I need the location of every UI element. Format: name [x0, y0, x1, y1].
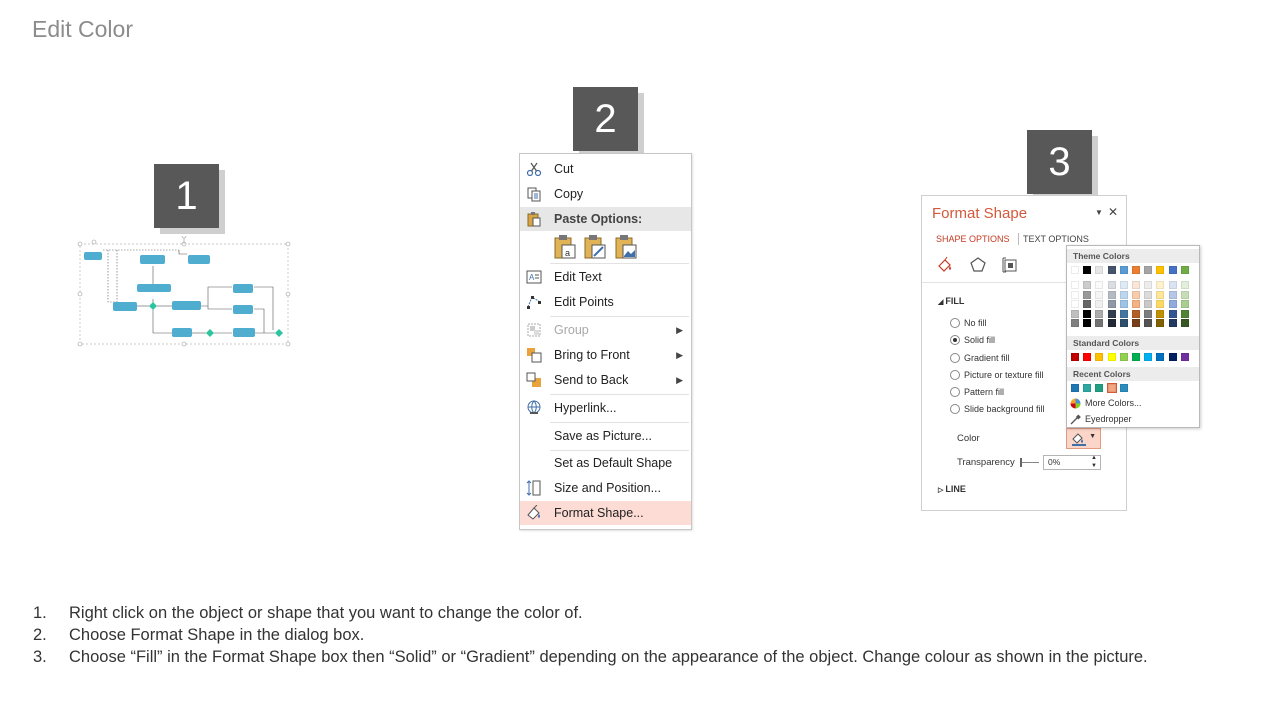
theme-color-shade-swatch[interactable]: [1132, 319, 1140, 327]
menu-label-hyperlink: Hyperlink...: [554, 401, 617, 415]
menu-label-size-and-position: Size and Position...: [554, 481, 662, 495]
theme-color-shade-swatch[interactable]: [1132, 281, 1140, 289]
submenu-arrow-icon: ▶: [676, 325, 683, 335]
line-section-header[interactable]: [938, 484, 966, 494]
menu-item-format-shape[interactable]: [520, 501, 691, 525]
theme-color-swatch[interactable]: [1144, 266, 1152, 274]
size-properties-icon[interactable]: [1001, 256, 1019, 274]
instruction-item: [33, 646, 1248, 668]
paint-bucket-icon: [1071, 432, 1087, 446]
instructions-list: [33, 602, 1248, 668]
transparency-value: 0%: [1048, 457, 1061, 467]
theme-color-swatch[interactable]: [1120, 266, 1128, 274]
edit-points-icon: [526, 294, 542, 310]
svg-text:a: a: [565, 248, 571, 258]
theme-color-shade-swatch[interactable]: [1169, 281, 1177, 289]
theme-color-shade-swatch[interactable]: [1071, 281, 1079, 289]
selected-flowchart-object[interactable]: [75, 236, 295, 348]
menu-label-copy: Copy: [554, 187, 584, 201]
line-section-label: LINE: [945, 484, 966, 494]
context-menu: [519, 153, 692, 530]
recent-color-swatch[interactable]: [1083, 384, 1091, 392]
theme-color-shade-swatch[interactable]: [1108, 319, 1116, 327]
theme-color-shade-swatch[interactable]: [1108, 310, 1116, 318]
eyedropper-option[interactable]: Eyedropper: [1085, 414, 1132, 424]
standard-color-swatch[interactable]: [1095, 353, 1103, 361]
standard-color-swatch[interactable]: [1156, 353, 1164, 361]
theme-color-shade-swatch[interactable]: [1181, 291, 1189, 299]
theme-color-shade-swatch[interactable]: [1144, 300, 1152, 308]
color-wheel-icon: [1070, 398, 1081, 409]
theme-color-shade-swatch[interactable]: [1144, 310, 1152, 318]
tab-text-options[interactable]: TEXT OPTIONS: [1023, 234, 1089, 244]
transparency-slider-handle[interactable]: [1020, 458, 1022, 467]
step-1-badge: 1: [154, 164, 219, 228]
standard-color-swatch[interactable]: [1083, 353, 1091, 361]
theme-color-shade-swatch[interactable]: [1132, 310, 1140, 318]
fill-color-button[interactable]: [1066, 428, 1101, 449]
theme-color-swatch[interactable]: [1132, 266, 1140, 274]
theme-color-shade-swatch[interactable]: [1181, 300, 1189, 308]
menu-item-edit-text[interactable]: [520, 265, 691, 289]
theme-color-shade-swatch[interactable]: [1095, 291, 1103, 299]
menu-label-edit-points: Edit Points: [554, 295, 614, 309]
fill-section-label: FILL: [945, 296, 965, 306]
recent-color-swatch[interactable]: [1071, 384, 1079, 392]
menu-item-bring-to-front[interactable]: [520, 343, 691, 367]
theme-color-shade-swatch[interactable]: [1181, 310, 1189, 318]
theme-color-shade-swatch[interactable]: [1108, 300, 1116, 308]
menu-item-set-default-shape[interactable]: [520, 451, 691, 475]
paste-keep-formatting-icon[interactable]: [553, 234, 577, 260]
send-to-back-icon: [526, 372, 542, 388]
theme-color-shade-swatch[interactable]: [1169, 310, 1177, 318]
standard-colors-header: Standard Colors: [1067, 336, 1199, 350]
theme-color-shade-swatch[interactable]: [1169, 291, 1177, 299]
close-icon[interactable]: ✕: [1108, 205, 1119, 219]
theme-color-shade-swatch[interactable]: [1156, 310, 1164, 318]
menu-label-cut: Cut: [554, 162, 574, 176]
menu-separator: [550, 316, 689, 317]
theme-color-shade-swatch[interactable]: [1156, 281, 1164, 289]
theme-color-shade-swatch[interactable]: [1071, 300, 1079, 308]
radio-no-fill[interactable]: No fill: [950, 317, 987, 329]
paste-destination-theme-icon[interactable]: [583, 234, 607, 260]
color-label: Color: [957, 433, 980, 444]
step-3-badge: 3: [1027, 130, 1092, 194]
menu-label-set-default-shape: Set as Default Shape: [554, 456, 673, 470]
format-pane-title: Format Shape: [932, 205, 1028, 222]
theme-color-shade-swatch[interactable]: [1144, 319, 1152, 327]
menu-label-format-shape: Format Shape...: [554, 506, 644, 520]
slide-title: Edit Color: [32, 16, 133, 42]
instruction-number: 1.: [33, 604, 47, 622]
theme-color-shade-swatch[interactable]: [1132, 300, 1140, 308]
recent-colors-header: Recent Colors: [1067, 367, 1199, 381]
theme-color-swatch[interactable]: [1108, 266, 1116, 274]
step-2-badge: 2: [573, 87, 638, 151]
theme-color-shade-swatch[interactable]: [1095, 300, 1103, 308]
theme-color-shade-swatch[interactable]: [1120, 319, 1128, 327]
group-icon: [526, 322, 542, 338]
theme-color-shade-swatch[interactable]: [1083, 291, 1091, 299]
menu-label-bring-to-front: Bring to Front: [554, 348, 630, 362]
menu-item-group[interactable]: [520, 318, 691, 342]
theme-color-shade-swatch[interactable]: [1083, 310, 1091, 318]
radio-solid-fill[interactable]: Solid fill: [950, 334, 995, 346]
scissors-icon: [526, 161, 542, 177]
theme-color-shade-swatch[interactable]: [1120, 310, 1128, 318]
radio-picture-texture-fill[interactable]: Picture or texture fill: [950, 369, 1044, 381]
theme-color-shade-swatch[interactable]: [1120, 281, 1128, 289]
menu-separator: [550, 394, 689, 395]
submenu-arrow-icon: ▶: [676, 375, 683, 385]
radio-gradient-fill[interactable]: Gradient fill: [950, 352, 1010, 364]
theme-color-shade-swatch[interactable]: [1095, 281, 1103, 289]
paste-options-header: [520, 207, 691, 231]
theme-color-shade-swatch[interactable]: [1108, 291, 1116, 299]
menu-separator: [550, 422, 689, 423]
theme-color-swatch[interactable]: [1156, 266, 1164, 274]
more-colors-link[interactable]: More Colors...: [1085, 398, 1142, 408]
copy-icon: [526, 186, 542, 202]
instruction-number: 3.: [33, 648, 47, 666]
menu-label-edit-text: Edit Text: [554, 270, 602, 284]
theme-color-shade-swatch[interactable]: [1156, 319, 1164, 327]
bring-to-front-icon: [526, 347, 542, 363]
instruction-item: [33, 602, 1248, 624]
instruction-text: Choose “Fill” in the Format Shape box then “Solid” or “Gradient” depending on the appearance of the object. Change colour as shown in the picture.: [69, 648, 1148, 666]
theme-color-shade-swatch[interactable]: [1071, 319, 1079, 327]
color-picker-popup: [1066, 245, 1200, 428]
menu-item-save-as-picture[interactable]: [520, 424, 691, 448]
transparency-slider-track[interactable]: [1020, 462, 1039, 463]
fill-section-header[interactable]: [938, 296, 964, 306]
theme-color-shade-swatch[interactable]: [1120, 291, 1128, 299]
clipboard-icon: [526, 211, 542, 227]
chevron-down-icon: ▼: [1089, 433, 1096, 440]
format-shape-icon: [526, 505, 542, 521]
expand-arrow-icon: ▷: [938, 487, 946, 494]
standard-color-swatch[interactable]: [1120, 353, 1128, 361]
theme-color-shade-swatch[interactable]: [1156, 300, 1164, 308]
menu-item-hyperlink[interactable]: [520, 396, 691, 420]
theme-color-shade-swatch[interactable]: [1071, 310, 1079, 318]
instruction-item: [33, 624, 1248, 646]
standard-color-swatch[interactable]: [1071, 353, 1079, 361]
theme-color-shade-swatch[interactable]: [1144, 291, 1152, 299]
menu-separator: [550, 263, 689, 264]
theme-color-swatch[interactable]: [1083, 266, 1091, 274]
instruction-text: Right click on the object or shape that you want to change the color of.: [69, 604, 583, 622]
menu-item-copy[interactable]: [520, 182, 691, 206]
theme-color-shade-swatch[interactable]: [1169, 300, 1177, 308]
theme-colors-header: Theme Colors: [1067, 249, 1199, 263]
theme-color-shade-swatch[interactable]: [1169, 319, 1177, 327]
theme-color-shade-swatch[interactable]: [1108, 281, 1116, 289]
theme-color-shade-swatch[interactable]: [1083, 319, 1091, 327]
menu-label-group: Group: [554, 323, 589, 337]
paste-as-picture-icon[interactable]: [614, 234, 638, 260]
collapse-arrow-icon: ◢: [938, 299, 946, 306]
size-position-icon: [526, 480, 542, 496]
svg-text:A: A: [529, 273, 535, 282]
radio-pattern-fill[interactable]: Pattern fill: [950, 386, 1004, 398]
pane-options-dropdown-icon[interactable]: ▼: [1095, 208, 1103, 217]
eyedropper-icon: [1070, 414, 1081, 425]
menu-item-cut[interactable]: [520, 157, 691, 181]
spinner-icon[interactable]: ▲ ▼: [1091, 455, 1097, 469]
menu-item-edit-points[interactable]: [520, 290, 691, 314]
theme-color-shade-swatch[interactable]: [1120, 300, 1128, 308]
recent-color-swatch[interactable]: [1108, 384, 1116, 392]
paste-options-label: Paste Options:: [554, 212, 643, 226]
menu-label-send-to-back: Send to Back: [554, 373, 629, 387]
theme-color-shade-swatch[interactable]: [1132, 291, 1140, 299]
theme-color-shade-swatch[interactable]: [1181, 281, 1189, 289]
theme-color-swatch[interactable]: [1181, 266, 1189, 274]
standard-color-swatch[interactable]: [1181, 353, 1189, 361]
standard-color-swatch[interactable]: [1108, 353, 1116, 361]
edit-text-icon: [526, 269, 542, 285]
menu-item-send-to-back[interactable]: [520, 368, 691, 392]
theme-color-shade-swatch[interactable]: [1071, 291, 1079, 299]
theme-color-shade-swatch[interactable]: [1083, 281, 1091, 289]
transparency-input[interactable]: [1043, 455, 1101, 470]
theme-color-swatch[interactable]: [1071, 266, 1079, 274]
theme-color-shade-swatch[interactable]: [1144, 281, 1152, 289]
tab-separator: [1018, 233, 1019, 245]
menu-item-size-and-position[interactable]: [520, 476, 691, 500]
theme-color-swatch[interactable]: [1095, 266, 1103, 274]
fill-line-icon[interactable]: [936, 256, 954, 274]
theme-color-shade-swatch[interactable]: [1156, 291, 1164, 299]
theme-color-shade-swatch[interactable]: [1083, 300, 1091, 308]
theme-color-shade-swatch[interactable]: [1181, 319, 1189, 327]
effects-pentagon-icon[interactable]: [969, 256, 987, 274]
instruction-text: Choose Format Shape in the dialog box.: [69, 626, 365, 644]
recent-color-swatch[interactable]: [1120, 384, 1128, 392]
instruction-number: 2.: [33, 626, 47, 644]
menu-label-save-as-picture: Save as Picture...: [554, 429, 652, 443]
theme-color-shade-swatch[interactable]: [1095, 319, 1103, 327]
submenu-arrow-icon: ▶: [676, 350, 683, 360]
tab-shape-options[interactable]: SHAPE OPTIONS: [936, 234, 1010, 244]
standard-color-swatch[interactable]: [1144, 353, 1152, 361]
recent-color-swatch[interactable]: [1095, 384, 1103, 392]
hyperlink-icon: [526, 400, 542, 416]
radio-slide-background-fill[interactable]: Slide background fill: [950, 403, 1045, 415]
theme-color-swatch[interactable]: [1169, 266, 1177, 274]
standard-color-swatch[interactable]: [1132, 353, 1140, 361]
theme-color-shade-swatch[interactable]: [1095, 310, 1103, 318]
transparency-label: Transparency: [957, 457, 1015, 468]
standard-color-swatch[interactable]: [1169, 353, 1177, 361]
